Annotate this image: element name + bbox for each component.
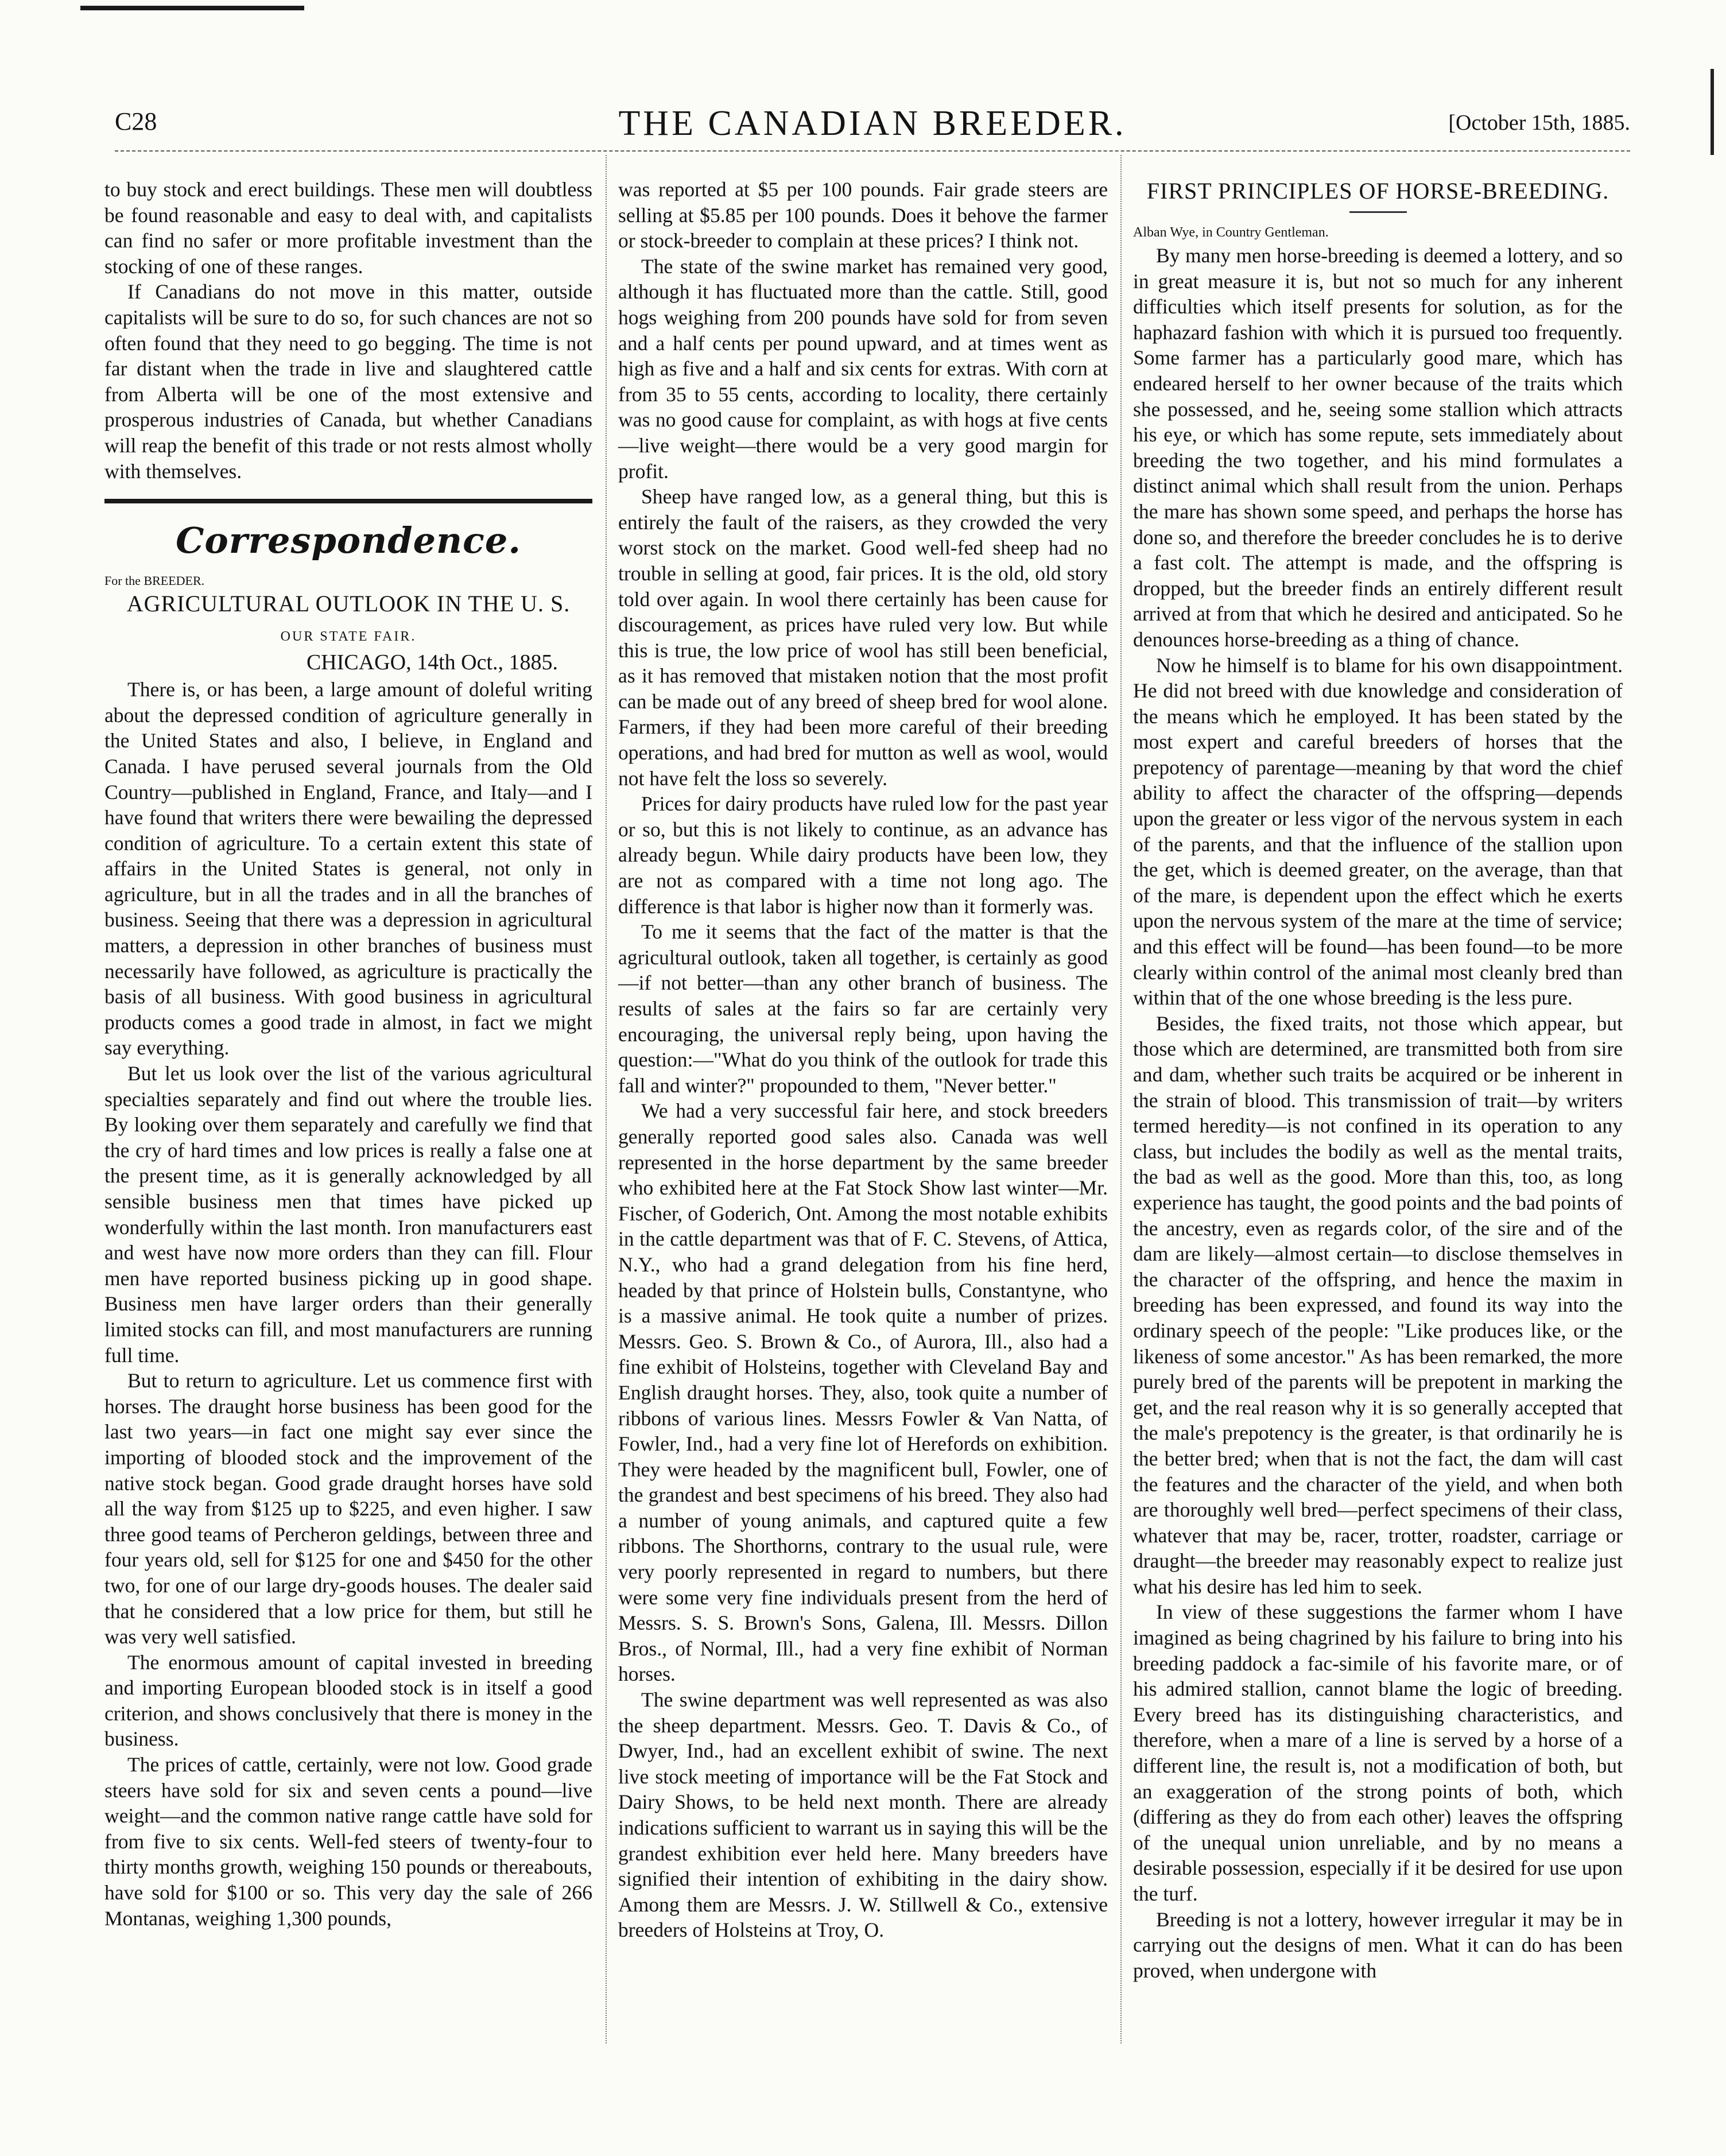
article-paragraph: The prices of cattle, certainly, were not low. Good grade steers have sold for six and seven cents a pound—live weight—and the common native range cattle have sold for from five to six cents. Well-fed steers of twenty-four to thirty months growth, weighing 150 pounds or thereabouts, have sold for $100 or so. This very day the sale of 266 Montanas, weighing 1,300 pounds, <box>104 1753 592 1930</box>
section-title: Correspondence. <box>176 519 521 562</box>
article-byline: Alban Wye, in Country Gentleman. <box>1133 225 1329 240</box>
column-divider <box>1120 155 1122 2043</box>
for-the-label: For the BREEDER. <box>104 573 205 588</box>
page-edge-mark <box>1711 69 1714 155</box>
article-paragraph: Sheep have ranged low, as a general thing, but this is entirely the fault of the raisers, as they crowded the very worst stock on the market. Good well-fed sheep had no trouble in selling at good, fair prices. It is the old, old story told over again. In wool there certainly has been cause for discouragement, as prices have ruled very low. But while this is true, the low price of wool has still been beneficial, as it has removed that mistaken notion that the most profit can be made out of any breed of sheep bred for wool alone. Farmers, if they had been more careful of their breeding operations, and had bred for mutton as well as wool, would not have felt the loss so severely. <box>618 485 1108 790</box>
article-paragraph: In view of these suggestions the farmer whom I have imagined as being chagrined by his failure to bring into his breeding paddock a fac-simile of his favorite mare, or of his admired stallion, cannot blame the logic of breeding. Every breed has its distinguishing characteristics, and therefore, when a mare of a line is served by a horse of a different line, the result is, not a modification of both, but an exaggeration of the strong points of both, which (differing as they do from each other) leaves the offspring of the unequal union unreliable, and by no means a desirable possession, especially if it be desired for use upon the turf. <box>1133 1600 1623 1905</box>
article-dateline: CHICAGO, 14th Oct., 1885. <box>306 650 558 675</box>
column-divider <box>606 155 607 2043</box>
headline-rule <box>1349 211 1407 213</box>
issue-date: [October 15th, 1885. <box>1448 111 1630 135</box>
top-decorative-rule <box>80 6 304 10</box>
article-paragraph: Prices for dairy products have ruled low for the past year or so, but this is not likely to continue, as an advance has already begun. While dairy products have been low, they are not as compared with a time not long ago. The difference is that labor is higher now than it formerly was. <box>618 792 1108 918</box>
article-paragraph: The enormous amount of capital invested in breeding and importing European blooded stock is in itself a good criterion, and shows conclusively that there is money in the business. <box>104 1650 592 1751</box>
article-paragraph: Breeding is not a lottery, however irregular it may be in carrying out the designs of men. What it can do has been proved, when undergone with <box>1133 1907 1623 1982</box>
article-paragraph: to buy stock and erect buildings. These men will doubtless be found reasonable and easy to deal with, and capitalists can find no safer or more profitable investment than the stocking of one of these ranges. <box>104 178 592 278</box>
article-paragraph: By many men horse-breeding is deemed a lottery, and so in great measure it is, but not so much for any inherent difficulties which itself presents for solution, as for the haphazard fashion with which it is pursued too frequently. Some farmer has a particularly good mare, which has endeared herself to her owner because of the traits which she possessed, and he, seeing some stallion which attracts his eye, or which has some repute, sets immediately about breeding the two together, and his mind formulates a distinct animal which shall result from the union. Perhaps the mare has shown some speed, and perhaps the horse has done so, and therefore the breeder concludes he is to derive a fast colt. The attempt is made, and the offspring is dropped, but the breeder finds an entirely different result arrived at from that which he desired and anticipated. So he denounces horse-breeding as a thing of chance. <box>1133 244 1623 651</box>
column-2 <box>618 177 1108 1943</box>
article-paragraph: Besides, the fixed traits, not those which appear, but those which are determined, are transmitted both from sire and dam, whether such traits be acquired or be inherent in the strain of blood. This transmission of trait—by writers termed heredity—is not confined in its operation to any class, but includes the bodily as well as the mental traits, the bad as well as the good. More than this, too, as long experience has taught, the good points and the bad points of the ancestry, even as regards color, of the sire and of the dam are likely—almost certain—to disclose themselves in the character of the offspring, and hence the maxim in breeding has been expressed, and found its way into the ordinary speech of the people: "Like produces like, or the likeness of some ancestor." As has been remarked, the more purely bred of the parents will be prepotent in marking the get, and the real reason why it is so generally accepted that the male's prepotency is the greater, is that ordinarily he is the better bred; when that is not the fact, the dam will cast the features and the character of the yield, and when both are thoroughly well bred—perfect specimens of their class, whatever that may be, racer, trotter, roadster, carriage or draught—the breeder may reasonably expect to realize just what his desire has led him to seek. <box>1133 1011 1623 1598</box>
article-paragraph: The swine department was well represented as was also the sheep department. Messrs. Geo. T. Davis & Co., of Dwyer, Ind., had an excellent exhibit of swine. The next live stock meeting of importance will be the Fat Stock and Dairy Shows, to be held next month. There are already indications sufficient to warrant us in saying this will be the grandest exhibition ever held here. Many breeders have signified their intention of exhibiting in the dairy show. Among them are Messrs. J. W. Stillwell & Co., extensive breeders of Holsteins at Troy, O. <box>618 1688 1108 1942</box>
masthead-rule <box>115 150 1630 152</box>
article-paragraph: But let us look over the list of the various agricultural specialties separately and find out where the trouble lies. By looking over them separately and carefully we find that the cry of hard times and low prices is really a false one at the present time, as it is generally acknowledged by all sensible business men that times have picked up wonderfully within the last month. Iron manufacturers east and west have now more orders than they can fill. Flour men have reported business picking up in good shape. Business men have larger orders than their generally limited stocks can fill, and most manufacturers are running full time. <box>104 1062 592 1367</box>
page-number: C28 <box>115 107 157 135</box>
article-paragraph: To me it seems that the fact of the matter is that the agricultural outlook, taken all together, is certainly as good—if not better—than any other branch of business. The results of sales at the fairs so far are certainly very encouraging, the universal reply being, upon having the question:—"What do you think of the outlook for trade this fall and winter?" propounded to them, "Never better." <box>618 920 1108 1097</box>
section-rule <box>104 499 592 503</box>
column-3 <box>1133 177 1623 1983</box>
article-paragraph: Now he himself is to blame for his own disappointment. He did not breed with due knowledge and consideration of the means which he employed. It has been stated by the most expert and careful breeders of horses that the prepotency of parentage—meaning by that word the chief ability to affect the character of the offspring—depends upon the greater or less vigor of the nervous system in each of the parents, and that the influence of the stallion upon the get, which is deemed greater, on the average, than that of the mare, is dependent upon the effect which he exerts upon the nervous system of the mare at the time of service; and this effect will be found—has been found—to be more clearly within control of the animal most cleanly bred than within that of the one whose breeding is the less pure. <box>1133 653 1623 1010</box>
article-headline: AGRICULTURAL OUTLOOK IN THE U. S. <box>126 591 571 617</box>
article-headline: FIRST PRINCIPLES OF HORSE-BREEDING. <box>1146 178 1609 204</box>
newspaper-title: THE CANADIAN BREEDER. <box>618 104 1127 143</box>
article-paragraph: was reported at $5 per 100 pounds. Fair grade steers are selling at $5.85 per 100 pounds. Does it behove the farmer or stock-breeder to complain at these prices? I think not. <box>618 178 1108 253</box>
column-1 <box>104 177 592 1931</box>
article-paragraph: If Canadians do not move in this matter, outside capitalists will be sure to do so, for such chances are not so often found that they need to go begging. The time is not far distant when the trade in live and slaughtered cattle from Alberta will be one of the most extensive and prosperous industries of Canada, but whether Canadians will reap the benefit of this trade or not rests almost wholly with themselves. <box>104 280 592 483</box>
article-subhead: OUR STATE FAIR. <box>280 629 417 645</box>
article-paragraph: But to return to agriculture. Let us commence first with horses. The draught horse business has been good for the last two years—in fact one might say ever since the importing of blooded stock and the improvement of the native stock began. Good grade draught horses have sold all the way from $125 up to $225, and even higher. I saw three good teams of Percheron geldings, between three and four years old, sell for $125 for one and $450 for the other two, for one of our large dry-goods houses. The dealer said that he considered that a low price for them, but still he was very well satisfied. <box>104 1369 592 1649</box>
article-paragraph: We had a very successful fair here, and stock breeders generally reported good sales also. Canada was well represented in the horse department by the same breeder who exhibited here at the Fat Stock Show last winter—Mr. Fischer, of Goderich, Ont. Among the most notable exhibits in the cattle department was that of F. C. Stevens, of Attica, N.Y., who had a grand delegation from his fine herd, headed by that prince of Holstein bulls, Constantyne, who is a massive animal. He took quite a number of prizes. Messrs. Geo. S. Brown & Co., of Aurora, Ill., also had a fine exhibit of Holsteins, together with Cleveland Bay and English draught horses. They, also, took quite a number of ribbons of various lines. Messrs Fowler & Van Natta, of Fowler, Ind., had a very fine lot of Herefords on exhibition. They were headed by the magnificent bull, Fowler, one of the grandest and best specimens of his breed. They also had a number of young animals, and captured quite a few ribbons. The Shorthorns, contrary to the usual rule, were very poorly represented in regard to numbers, but there were some very fine individuals present from the herd of Messrs. S. S. Brown's Sons, Galena, Ill. Messrs. Dillon Bros., of Normal, Ill., had a very fine exhibit of Norman horses. <box>618 1099 1108 1686</box>
masthead <box>115 103 1630 149</box>
article-paragraph: The state of the swine market has remained very good, although it has fluctuated more than the cattle. Still, good hogs weighing from 200 pounds have sold for from seven and a half cents per pound upward, and at times went as high as five and a half and six cents for extras. With corn at from 35 to 55 cents, according to locality, there certainly was no good cause for complaint, as with hogs at five cents—live weight—there would be a very good margin for profit. <box>618 254 1108 483</box>
article-paragraph: There is, or has been, a large amount of doleful writing about the depressed condition of agriculture generally in the United States and also, I believe, in England and Canada. I have perused several journals from the Old Country—published in England, France, and Italy—and I have found that writers there were bewailing the depressed condition of agriculture. To a certain extent this state of affairs in the United States is general, not only in agriculture, but in all the trades and in all the branches of business. Seeing that there was a depression in agricultural matters, a depression in other branches of business must necessarily have followed, as agriculture is practically the basis of all business. With good business in agricultural products comes a good trade in almost, in fact we might say everything. <box>104 678 592 1060</box>
